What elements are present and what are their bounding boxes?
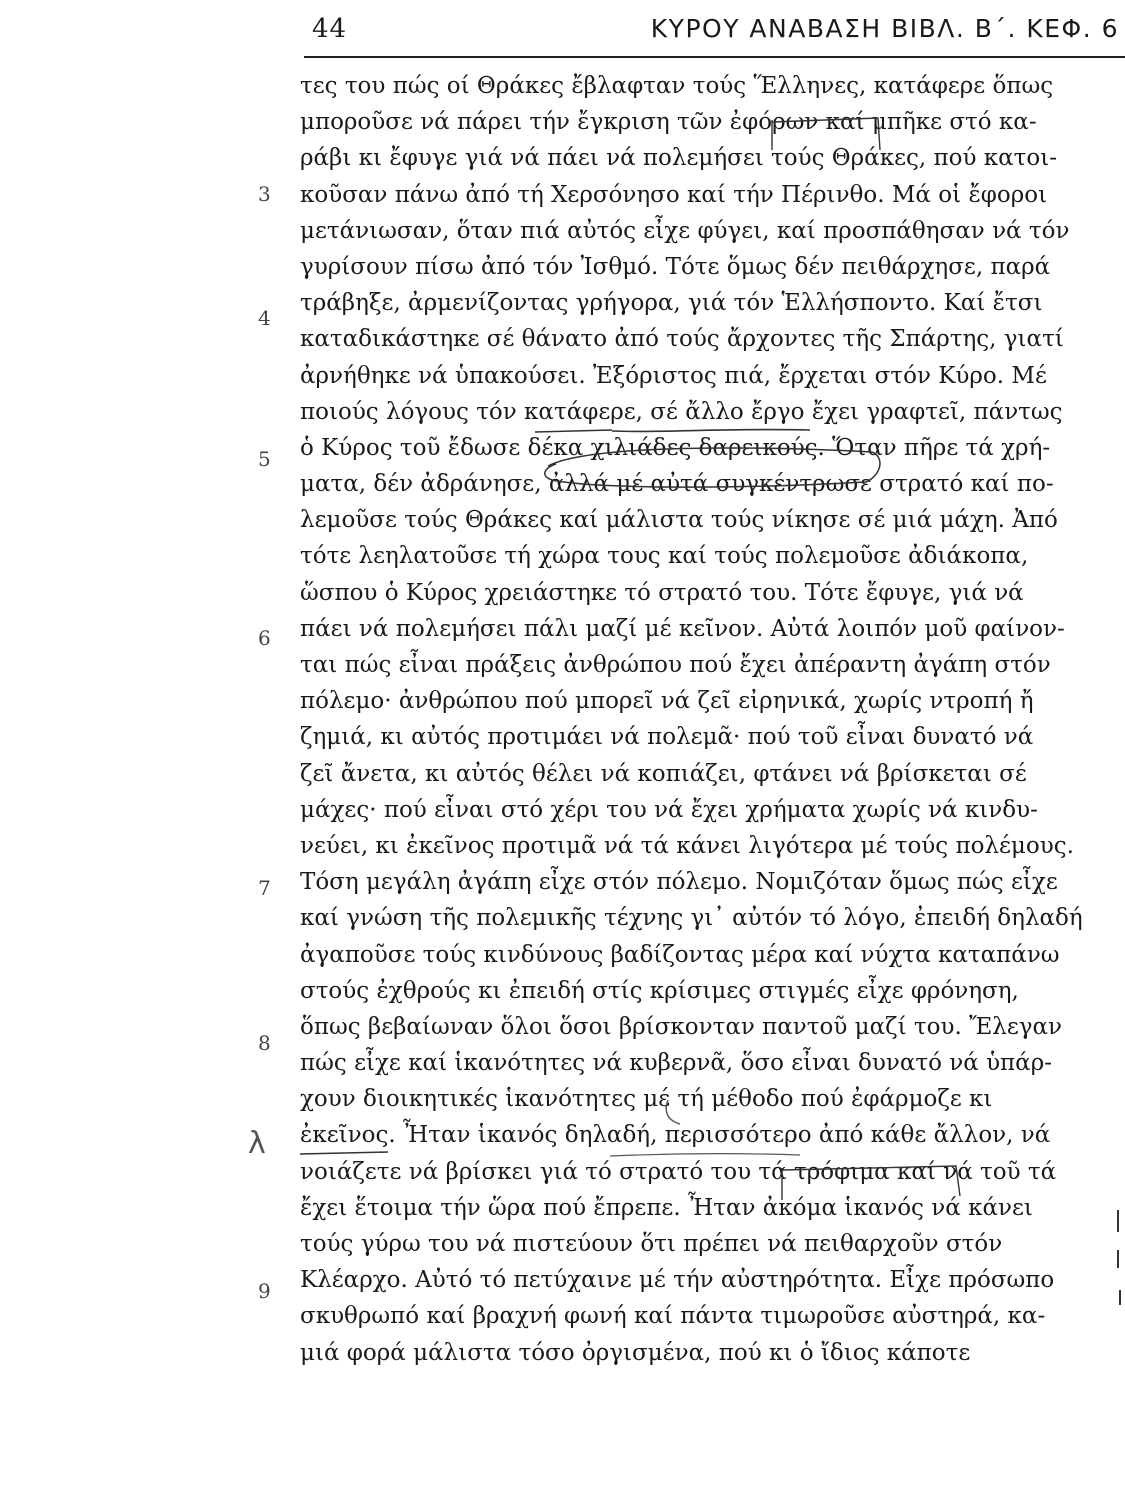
- margin-number-3: 3: [258, 182, 271, 206]
- margin-number-8: 8: [258, 1031, 271, 1055]
- text-line: ἐκεῖνος. Ἦταν ἱκανός δηλαδή, περισσότερο ἀπό κάθε ἄλλον, νά: [300, 1122, 1051, 1149]
- text-line: ζημιά, κι αὐτός προτιμάει νά πολεμᾶ· πού τοῦ εἶναι δυνατό νά: [300, 724, 1034, 751]
- text-line: νοιάζετε νά βρίσκει γιά τό στρατό του τά τρόφιμα καί νά τοῦ τά: [300, 1158, 1057, 1185]
- text-line: ὅπως βεβαίωναν ὅλοι ὅσοι βρίσκονταν παντοῦ μαζί του. Ἔλεγαν: [300, 1013, 1063, 1040]
- text-line: μιά φορά μάλιστα τόσο ὀργισμένα, πού κι ὁ ἴδιος κάποτε: [300, 1339, 971, 1366]
- running-head: ΚΥΡΟΥ ΑΝΑΒΑΣΗ ΒΙΒΛ. Β΄. ΚΕΦ. 6: [650, 14, 1119, 43]
- body-text: [300, 68, 1125, 1371]
- text-line: λεμοῦσε τούς Θράκες καί μάλιστα τούς νίκησε σέ μιά μάχη. Ἀπό: [300, 507, 1058, 534]
- text-line: πόλεμο· ἀνθρώπου πού μπορεῖ νά ζεῖ εἰρηνικά, χωρίς ντροπή ἤ: [300, 688, 1034, 715]
- margin-number-7: 7: [258, 876, 271, 900]
- text-line: τράβηξε, ἀρμενίζοντας γρήγορα, γιά τόν Ἑλλήσποντο. Καί ἔτσι: [300, 290, 1043, 317]
- text-line: μάχες· πού εἶναι στό χέρι του νά ἔχει χρήματα χωρίς νά κινδυ-: [300, 796, 1038, 823]
- text-line: χουν διοικητικές ἱκανότητες μέ τή μέθοδο πού ἐφάρμοζε κι: [300, 1086, 993, 1113]
- text-line: ζεῖ ἄνετα, κι αὐτός θέλει νά κοπιάζει, φτάνει νά βρίσκεται σέ: [300, 760, 1027, 787]
- text-line: ὁ Κύρος τοῦ ἔδωσε δέκα χιλιάδες δαρεικούς. Ὅταν πῆρε τά χρή-: [300, 434, 1051, 461]
- text-line: μετάνιωσαν, ὅταν πιά αὐτός εἶχε φύγει, καί προσπάθησαν νά τόν: [300, 217, 1070, 244]
- text-line: μποροῦσε νά πάρει τήν ἔγκριση τῶν ἐφόρων καί μπῆκε στό κα-: [300, 109, 1037, 136]
- text-line: κοῦσαν πάνω ἀπό τή Χερσόνησο καί τήν Πέρινθο. Μά οἱ ἔφοροι: [300, 181, 1048, 208]
- text-line: ματα, δέν ἀδράνησε, ἀλλά μέ αὐτά συγκέντρωσε στρατό καί πο-: [300, 471, 1054, 498]
- text-line: σκυθρωπό καί βραχνή φωνή καί πάντα τιμωροῦσε αὐστηρά, κα-: [300, 1303, 1046, 1330]
- text-line: Τόση μεγάλη ἀγάπη εἶχε στόν πόλεμο. Νομιζόταν ὅμως πώς εἶχε: [300, 869, 1058, 896]
- text-line: καταδικάστηκε σέ θάνατο ἀπό τούς ἄρχοντες τῆς Σπάρτης, γιατί: [300, 326, 1064, 353]
- text-line: στούς ἐχθρούς κι ἐπειδή στίς κρίσιμες στιγμές εἶχε φρόνηση,: [300, 977, 1019, 1004]
- text-line: ται πώς εἶναι πράξεις ἀνθρώπου πού ἔχει ἀπέραντη ἀγάπη στόν: [300, 652, 1051, 678]
- text-line: ἔχει ἕτοιμα τήν ὥρα πού ἔπρεπε. Ἦταν ἀκόμα ἱκανός νά κάνει: [300, 1194, 1033, 1221]
- text-line: νεύει, κι ἐκεῖνος προτιμᾶ νά τά κάνει λιγότερα μέ τούς πολέμους.: [300, 832, 1074, 859]
- text-line: ράβι κι ἔφυγε γιά νά πάει νά πολεμήσει τούς Θράκες, πού κατοι-: [300, 145, 1058, 172]
- text-line: τούς γύρω του νά πιστεύουν ὅτι πρέπει νά πειθαρχοῦν στόν: [300, 1231, 1003, 1257]
- text-line: πώς εἶχε καί ἱκανότητες νά κυβερνᾶ, ὅσο εἶναι δυνατό νά ὑπάρ-: [300, 1050, 1052, 1077]
- text-line: Κλέαρχο. Αὐτό τό πετύχαινε μέ τήν αὐστηρότητα. Εἶχε πρόσωπο: [300, 1267, 1055, 1294]
- text-line: ἀγαποῦσε τούς κινδύνους βαδίζοντας μέρα καί νύχτα καταπάνω: [300, 941, 1060, 968]
- pencil-margin-note: λ: [248, 1126, 266, 1161]
- margin-number-6: 6: [258, 626, 271, 650]
- header-rule: [304, 56, 1125, 58]
- text-line: καί γνώση τῆς πολεμικῆς τέχνης γι᾿ αὐτόν τό λόγο, ἐπειδή δηλαδή: [300, 905, 1083, 932]
- text-line: ἀρνήθηκε νά ὑπακούσει. Ἐξόριστος πιά, ἔρχεται στόν Κύρο. Μέ: [300, 362, 1047, 389]
- text-line: πάει νά πολεμήσει πάλι μαζί μέ κεῖνον. Αὐτά λοιπόν μοῦ φαίνον-: [300, 615, 1065, 642]
- text-line: γυρίσουν πίσω ἀπό τόν Ἰσθμό. Τότε ὅμως δέν πειθάρχησε, παρά: [300, 253, 1051, 280]
- text-line: τότε λεηλατοῦσε τή χώρα τους καί τούς πολεμοῦσε ἀδιάκοπα,: [300, 543, 1029, 570]
- margin-number-9: 9: [258, 1279, 271, 1303]
- page-number: 44: [312, 14, 348, 44]
- text-line: ὥσπου ὁ Κύρος χρειάστηκε τό στρατό του. Τότε ἔφυγε, γιά νά: [300, 579, 1024, 606]
- margin-number-5: 5: [258, 447, 271, 471]
- text-line: ποιούς λόγους τόν κατάφερε, σέ ἄλλο ἔργο ἔχει γραφτεῖ, πάντως: [300, 398, 1063, 425]
- margin-number-4: 4: [258, 306, 271, 330]
- text-line: τες του πώς οί Θράκες ἔβλαφταν τούς Ἕλληνες, κατάφερε ὅπως: [300, 73, 1054, 99]
